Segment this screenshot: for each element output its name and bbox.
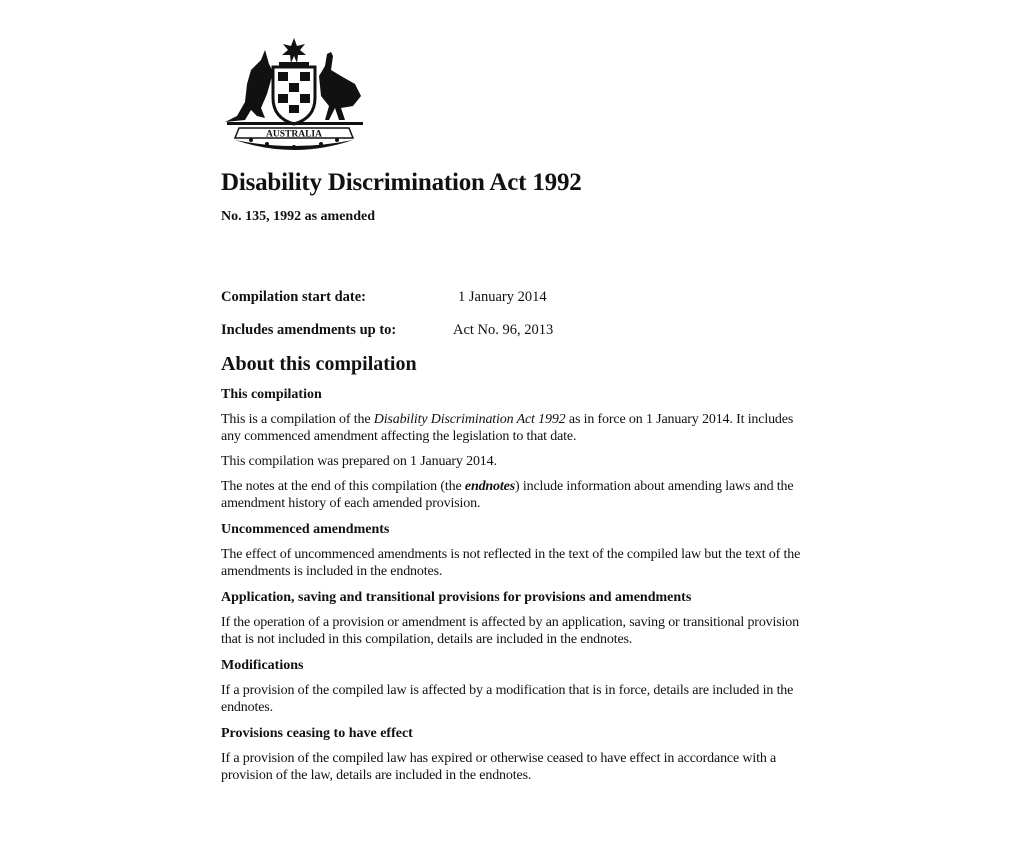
commonwealth-star: [282, 38, 306, 63]
modifications-paragraph: If a provision of the compiled law is affected by a modification that is in force, details are included in the endnotes.: [221, 683, 794, 715]
paragraph-text: The notes at the end of this compilation (the: [221, 479, 465, 494]
paragraph-text: This is a compilation of the: [221, 412, 374, 427]
paragraph-text: ) include information about amending laws and the amendment history of each amended provision.: [221, 479, 794, 511]
this-compilation-heading: This compilation: [221, 387, 322, 402]
amendments-value: Act No. 96, 2013: [453, 322, 554, 338]
uncommenced-heading: Uncommenced amendments: [221, 522, 390, 537]
emu-figure: [319, 52, 361, 120]
act-number-subtitle: No. 135, 1992 as amended: [221, 209, 376, 224]
ceasing-heading: Provisions ceasing to have effect: [221, 726, 413, 741]
about-heading: About this compilation: [221, 353, 417, 375]
ceasing-paragraph: If a provision of the compiled law has expired or otherwise ceased to have effect in accordance with a provision of the law, details are included in the endnotes.: [221, 751, 777, 783]
act-name-italic: Disability Discrimination Act 1992: [373, 412, 566, 427]
endnotes-paragraph: [221, 478, 806, 512]
start-date-label: Compilation start date:: [221, 289, 366, 305]
endnotes-term: endnotes: [464, 479, 516, 494]
prepared-paragraph: This compilation was prepared on 1 January 2014.: [221, 454, 497, 469]
start-date-row: [221, 289, 806, 322]
amendments-label: Includes amendments up to:: [221, 322, 397, 338]
kangaroo-figure: [225, 50, 273, 122]
start-date-value: 1 January 2014: [458, 289, 547, 305]
application-heading: Application, saving and transitional provisions for provisions and amendments: [221, 590, 692, 605]
coat-of-arms-emblem: [221, 36, 367, 150]
uncommenced-paragraph: The effect of uncommenced amendments is not reflected in the text of the compiled law but the text of the amendments is included in the endnotes.: [221, 547, 801, 579]
paragraph-text: as in force on 1 January 2014. It includes any commenced amendment affecting the legislation to that date.: [221, 412, 794, 444]
application-paragraph: If the operation of a provision or amendment is affected by an application, saving or transitional provision that is not included in this compilation, details are included in the endnotes.: [221, 615, 799, 647]
compilation-paragraph: [221, 411, 806, 445]
document-title: Disability Discrimination Act 1992: [221, 169, 582, 196]
crest-wordmark: AUSTRALIA: [266, 129, 322, 140]
document-page: [221, 36, 806, 792]
compilation-metadata: [221, 289, 806, 355]
modifications-heading: Modifications: [221, 658, 304, 673]
